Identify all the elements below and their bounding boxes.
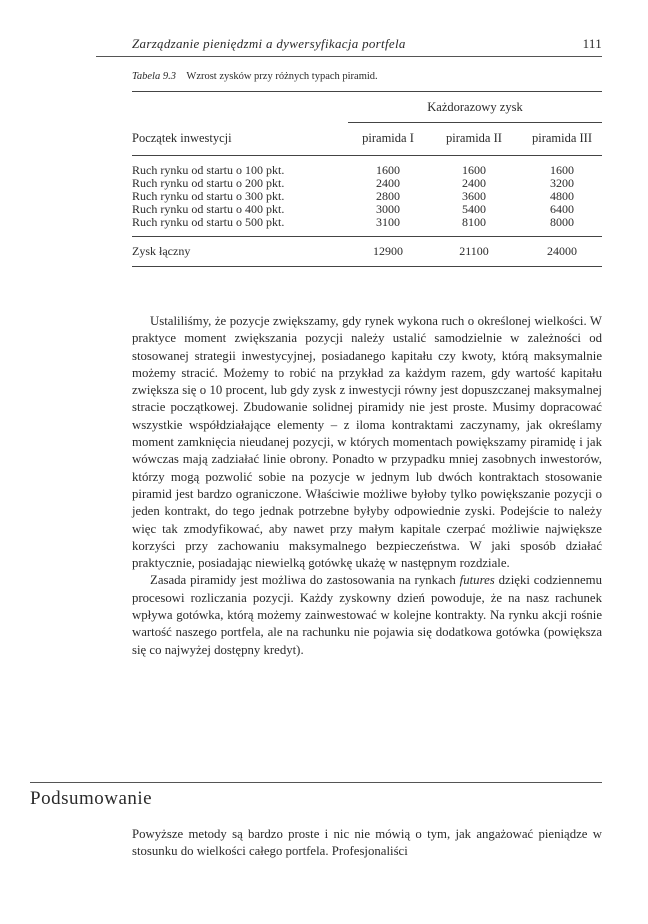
- total-label: Zysk łączny: [132, 244, 191, 258]
- span-header-rule: [348, 122, 602, 123]
- table-caption-label: Tabela 9.3: [132, 71, 176, 82]
- section-body: [132, 826, 602, 861]
- row-header: Początek inwestycji: [132, 131, 232, 145]
- table-cell: 8000: [550, 215, 574, 229]
- page-number: 111: [582, 36, 602, 51]
- futures-term: futures: [459, 573, 495, 588]
- table-cell: 1600: [550, 163, 574, 177]
- paragraph-1: Ustaliliśmy, że pozycje zwiększamy, gdy rynek wykona ruch o określonej wielkości. W praktyce moment zwiększania pozycji należy ustalić samodzielnie w zależności od stosowanej strategii inwestycyjnej, posiadanego kapitału czy kwoty, którą maksymalnie możemy stracić. Możemy to robić na przykład za każdym razem, gdy wartość kapitału zwiększa się o 10 procent, lub gdy zysk z inwestycji równy jest dopuszczanej maksymalnej stracie początkowej. Zbudowanie solidnej piramidy nie jest proste. Musimy dopracować wszystkie współdziałające elementy – z iloma kontraktami zaczynamy, jak określamy moment zamknięcia nieudanej pozycji, w których momentach powiększamy piramidę i jak wówczas mają zadziałać linie obrony. Ponadto w przypadku mniej zasobnych inwestorów, którzy mogą pozwolić sobie na pozycje w jednym lub dwóch kontraktach stosowanie piramid jest bardzo ograniczone. Właściwie możliwe byłoby tylko powiększanie pozycji o jeden kontrakt, do tego jednak potrzebne byłyby odpowiednie zyski. Podejście to należy więc tak zmodyfikować, aby nawet przy małym kapitale czerpać możliwie największe korzyści przy zachowaniu maksymalnego bezpieczeństwa. W jaki sposób działać praktycznie, posiadając niewielką gotówkę ukażę w następnym rozdziale.: [132, 314, 602, 571]
- table-cell: 2400: [462, 176, 486, 190]
- table-caption: [132, 71, 378, 82]
- column-header-3: piramida III: [531, 131, 593, 145]
- row-label: Ruch rynku od startu o 200 pkt.: [132, 176, 285, 190]
- total-cell: 24000: [547, 244, 577, 258]
- body-text: [132, 313, 602, 659]
- header-rule: [96, 56, 602, 57]
- paragraph-2-start: Zasada piramidy jest możliwa do zastosowania na rynkach: [150, 573, 460, 588]
- column-header-2: piramida II: [446, 131, 502, 145]
- table-cell: 3100: [376, 215, 400, 229]
- header-bottom-rule: [132, 155, 602, 156]
- table-cell: 8100: [462, 215, 486, 229]
- table-top-rule: [132, 91, 602, 92]
- table-cell: 3000: [376, 202, 400, 216]
- paragraph-2-end: dzięki codziennemu procesowi rozliczania pozycji. Każdy zyskowny dzień powoduje, że na nasz rachunek wpływa gotówka, którą możemy zainwestować w kolejne kontrakty. Na rynku akcji rośnie wartość naszego portfela, ale na rachunku nie pojawia się dodatkowa gotówka (powiększa się co najwyżej dostępny kredyt).: [132, 573, 603, 657]
- table-cell: 3600: [462, 189, 486, 203]
- table-cell: 5400: [462, 202, 486, 216]
- table-cell: 1600: [462, 163, 486, 177]
- table-cell: 3200: [550, 176, 574, 190]
- table-caption-text: Wzrost zysków przy różnych typach piramid.: [186, 71, 378, 82]
- table-cell: 2400: [376, 176, 400, 190]
- total-top-rule: [132, 236, 602, 237]
- row-label: Ruch rynku od startu o 500 pkt.: [132, 215, 285, 229]
- section-rule: [30, 782, 602, 783]
- table-cell: 6400: [550, 202, 574, 216]
- table-cell: 4800: [550, 189, 574, 203]
- table-cell: 1600: [376, 163, 400, 177]
- running-head: [132, 36, 602, 52]
- row-label: Ruch rynku od startu o 400 pkt.: [132, 202, 285, 216]
- row-label: Ruch rynku od startu o 300 pkt.: [132, 189, 285, 203]
- table-cell: 2800: [376, 189, 400, 203]
- total-cell: 12900: [373, 244, 403, 258]
- table-bottom-rule: [132, 266, 602, 267]
- section-title: Podsumowanie: [30, 788, 153, 809]
- total-cell: 21100: [459, 244, 489, 258]
- row-label: Ruch rynku od startu o 100 pkt.: [132, 163, 285, 177]
- column-header-1: piramida I: [362, 131, 414, 145]
- running-title: Zarządzanie pieniędzmi a dywersyfikacja portfela: [132, 36, 406, 51]
- paragraph-2: [132, 572, 602, 658]
- section-paragraph: Powyższe metody są bardzo proste i nic nie mówią o tym, jak angażować pieniądze w stosunku do wielkości całego portfela. Profesjonaliści: [132, 827, 602, 859]
- span-header: Każdorazowy zysk: [427, 100, 523, 114]
